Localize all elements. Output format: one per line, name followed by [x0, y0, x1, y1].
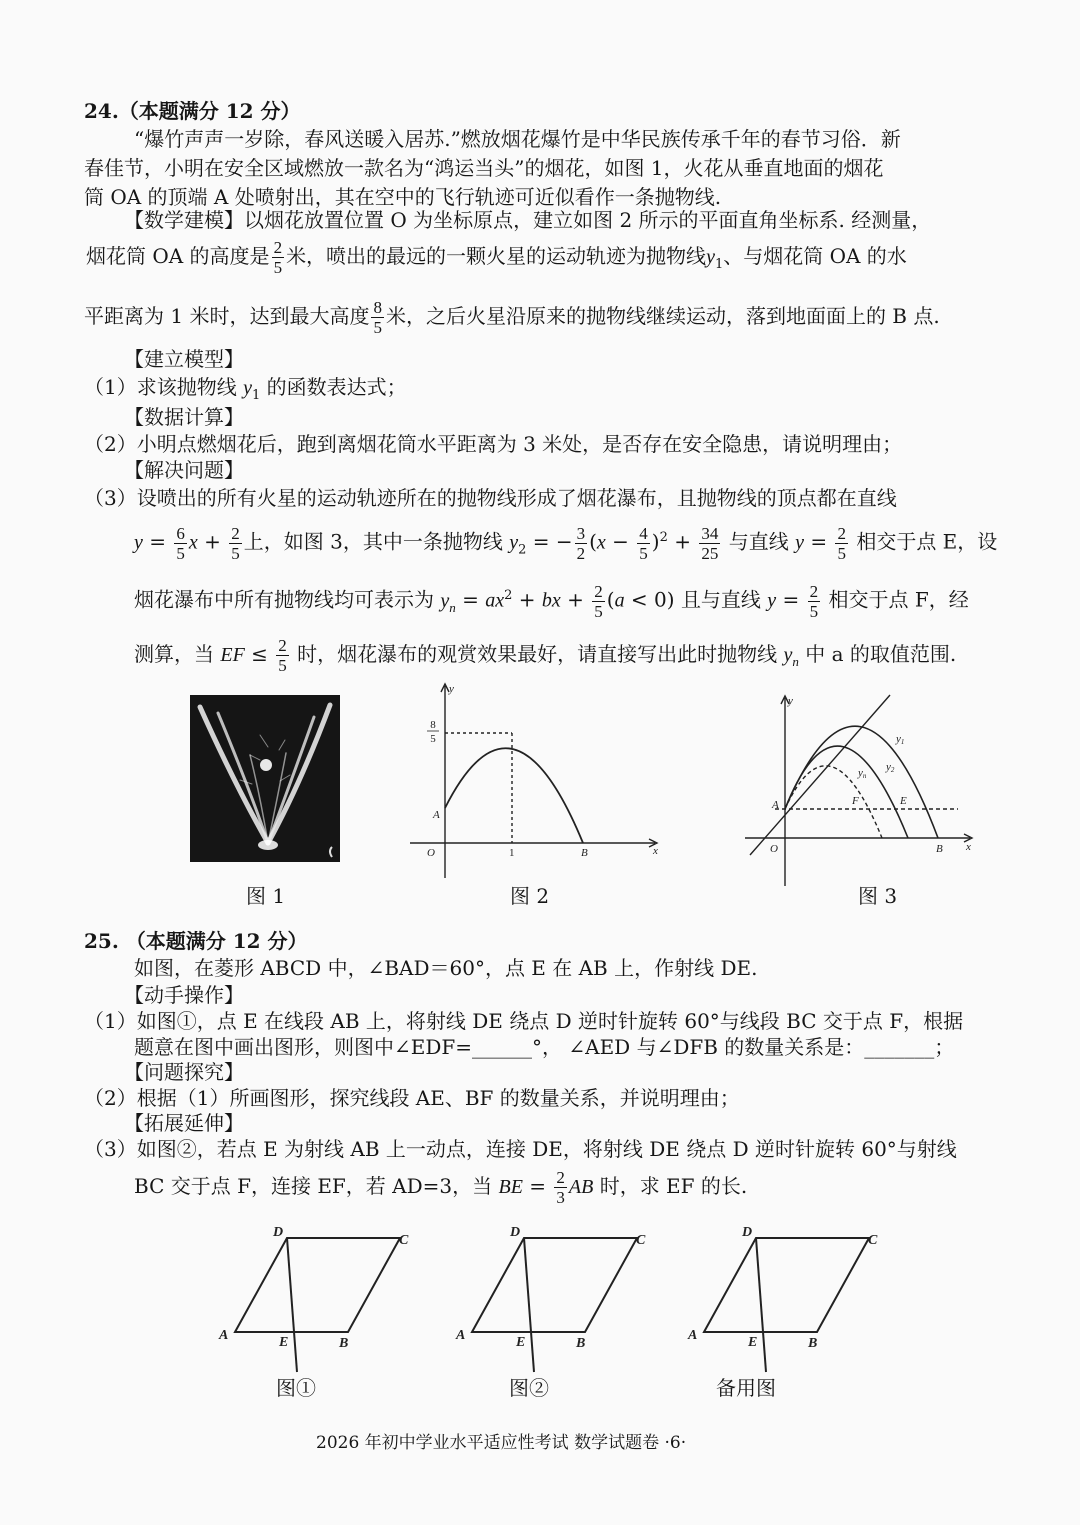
svg-text:O: O [427, 847, 435, 859]
figure-a-caption: 图① [276, 1376, 316, 1400]
q24-header: 24.（本题满分 12 分） [84, 99, 301, 123]
q24-section3-title: 【解决问题】 [124, 458, 244, 482]
svg-text:B: B [936, 843, 943, 855]
svg-text:D: D [510, 1225, 521, 1240]
q24-section1-title: 【建立模型】 [124, 347, 244, 371]
svg-text:y: y [449, 683, 454, 695]
q25-question3-line2: BC 交于点 F，连接 EF，若 AD=3，当 BE = $\frac{2}{3}$ AB 时，求 EF 的长. [134, 1168, 748, 1207]
svg-text:A: A [772, 799, 779, 811]
svg-text:C: C [868, 1233, 878, 1248]
svg-text:5: 5 [430, 733, 436, 745]
figure-3-caption: 图 3 [858, 884, 898, 908]
q24-para1-line2: 春佳节，小明在安全区域燃放一款名为“鸿运当头”的烟花，如图 1，火花从垂直地面的烟花 [84, 156, 884, 180]
figure-3-parabolas [740, 690, 980, 890]
svg-text:E: E [279, 1335, 289, 1350]
figure-b-caption: 图② [509, 1376, 549, 1400]
q25-section1-title: 【动手操作】 [124, 983, 244, 1007]
rhombus-figure-2 [452, 1222, 652, 1382]
rhombus-figure-1 [215, 1222, 415, 1382]
q24-question3-line3: 烟花瀑布中所有抛物线均可表示为 $y_n = ax^2$ + bx + $\frac{2}{5}$ (a < 0) 且与直线 y = $\frac{2}{5}$ 相交于点 F，经 [134, 581, 969, 621]
q25-question1-line1: （1）如图①，点 E 在线段 AB 上，将射线 DE 绕点 D 逆时针旋转 60°与线段 BC 交于点 F，根据 [84, 1009, 964, 1033]
figure-1-caption: 图 1 [246, 884, 286, 908]
figure-spare-caption: 备用图 [716, 1376, 776, 1400]
q24-question3-line2: y = $\frac{6}{5}$ x + $\frac{2}{5}$ 上，如图 3，其中一条抛物线 $y_2$ = − $\frac{3}{2}$ (x − $\frac{4}{5}$ )$^2$ + $\frac{34}{25}$ 与直线 y = $\frac{2}{5}$ 相交于点 E，设 [134, 523, 998, 563]
svg-text:A: A [688, 1328, 698, 1343]
figure-2-parabola [405, 678, 665, 883]
svg-text:E: E [516, 1335, 526, 1350]
q25-header: 25. （本题满分 12 分） [84, 929, 308, 953]
svg-text:8: 8 [430, 719, 436, 731]
svg-text:C: C [636, 1233, 646, 1248]
svg-text:B: B [576, 1336, 586, 1351]
fireworks-photo [190, 695, 340, 862]
svg-text:x: x [653, 845, 658, 857]
svg-text:B: B [808, 1336, 818, 1351]
svg-text:y2: y2 [886, 761, 895, 774]
q24-para2-line2: 烟花筒 OA 的高度是 $\frac{2}{5}$ 米，喷出的最远的一颗火星的运动轨迹为抛物线$y_1$、与烟花筒 OA 的水 [86, 238, 907, 277]
q25-question1-line2: 题意在图中画出图形，则图中∠EDF=______°， ∠AED 与∠DFB 的数量关系是：_______； [134, 1035, 955, 1059]
q25-question2: （2）根据（1）所画图形，探究线段 AE、BF 的数量关系，并说明理由； [84, 1086, 740, 1110]
svg-text:B: B [339, 1336, 349, 1351]
svg-text:D: D [273, 1225, 284, 1240]
q24-para1-line1: “爆竹声声一岁除，春风送暖入居苏.”燃放烟花爆竹是中华民族传承千年的春节习俗．新 [134, 127, 901, 151]
svg-text:x: x [966, 841, 971, 853]
svg-text:E: E [900, 795, 907, 807]
svg-text:y1: y1 [896, 733, 905, 746]
svg-text:O: O [770, 843, 778, 855]
q24-section2-title: 【数据计算】 [124, 405, 244, 429]
q24-para2-line1: 【数学建模】以烟花放置位置 O 为坐标原点，建立如图 2 所示的平面直角坐标系. 经测量， [124, 208, 932, 232]
q25-question3-line1: （3）如图②，若点 E 为射线 AB 上一动点，连接 DE，将射线 DE 绕点 D 逆时针旋转 60°与射线 [84, 1137, 957, 1161]
q24-question1: （1）求该抛物线 $y_1$ 的函数表达式； [84, 375, 407, 403]
svg-text:A: A [456, 1328, 466, 1343]
svg-text:C: C [399, 1233, 409, 1248]
q24-question2: （2）小明点燃烟花后，跑到离烟花筒水平距离为 3 米处，是否存在安全隐患，请说明理由； [84, 432, 903, 456]
svg-text:yn: yn [858, 767, 867, 780]
rhombus-figure-spare [684, 1222, 884, 1382]
q25-intro: 如图，在菱形 ABCD 中，∠BAD＝60°，点 E 在 AB 上，作射线 DE. [134, 956, 758, 980]
figure-2-caption: 图 2 [510, 884, 550, 908]
q24-para1-line3: 筒 OA 的顶端 A 处喷射出，其在空中的飞行轨迹可近似看作一条抛物线. [84, 185, 722, 209]
svg-text:y: y [788, 695, 793, 707]
svg-text:E: E [748, 1335, 758, 1350]
svg-text:1: 1 [509, 847, 515, 859]
q25-section2-title: 【问题探究】 [124, 1060, 244, 1084]
svg-text:A: A [219, 1328, 229, 1343]
q24-question3-line1: （3）设喷出的所有火星的运动轨迹所在的抛物线形成了烟花瀑布，且抛物线的顶点都在直线 [84, 486, 897, 510]
svg-text:B: B [581, 847, 588, 859]
q25-section3-title: 【拓展延伸】 [124, 1111, 244, 1135]
svg-text:D: D [742, 1225, 753, 1240]
q24-question3-line4: 测算，当 EF ≤ $\frac{2}{5}$ 时，烟花瀑布的观赏效果最好，请直接写出此时抛物线 $y_n$ 中 a 的取值范围. [134, 636, 957, 675]
svg-text:F: F [852, 795, 859, 807]
svg-text:A: A [433, 809, 440, 821]
q24-para2-line3: 平距离为 1 米时，达到最大高度 $\frac{8}{5}$ 米，之后火星沿原来的抛物线继续运动，落到地面面上的 B 点. [84, 298, 940, 337]
page-footer: 2026 年初中学业水平适应性考试 数学试题卷 ·6· [316, 1433, 687, 1453]
